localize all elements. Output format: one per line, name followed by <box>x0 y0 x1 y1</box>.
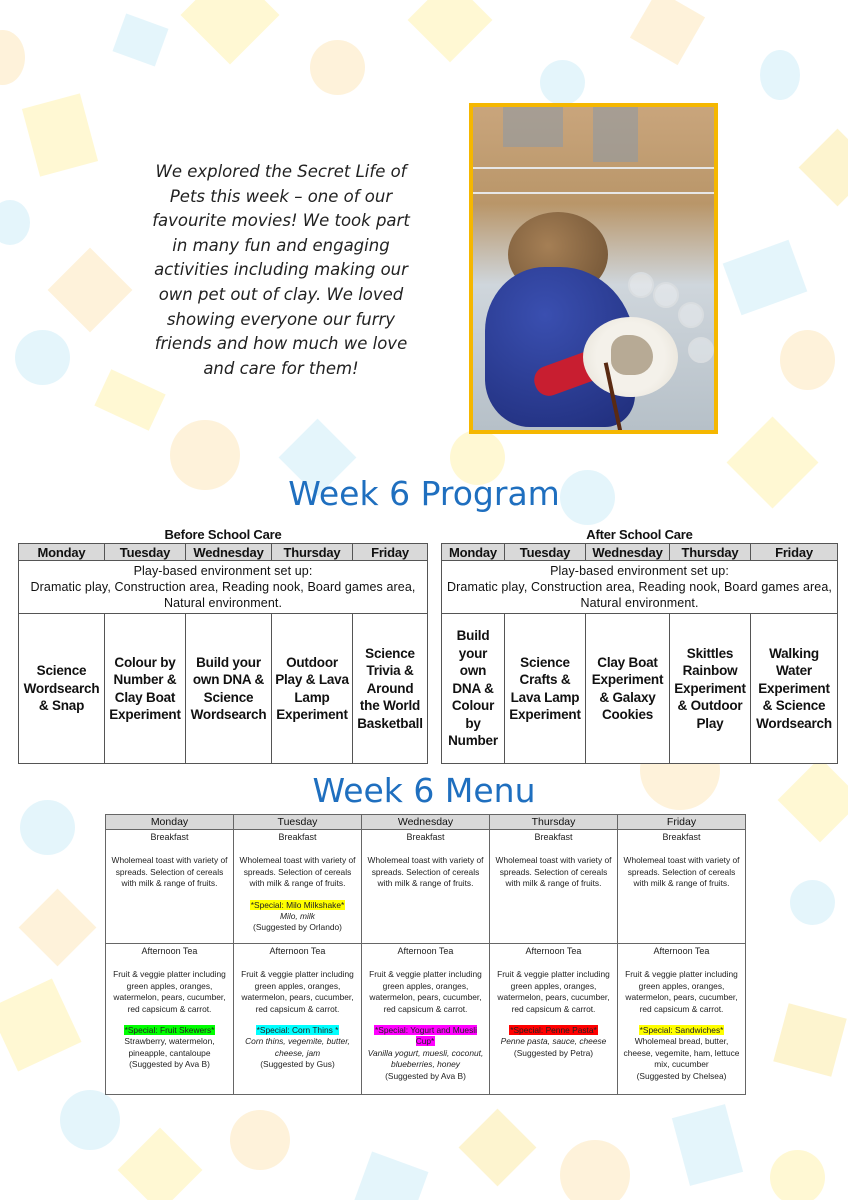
suggested-by: (Suggested by Ava B) <box>385 1070 466 1081</box>
day-header: Wednesday <box>586 544 670 561</box>
breakfast-cell <box>490 830 618 944</box>
meal-label: Breakfast <box>534 832 573 842</box>
meal-description: Wholemeal toast with variety of spreads. Selection of cereals with milk & range of fruits. <box>239 855 356 889</box>
activity-cell: Colour by Number & Clay Boat Experiment <box>105 614 186 764</box>
afternoon-tea-cell <box>234 944 362 1095</box>
afternoon-tea-cell <box>106 944 234 1095</box>
meal-label: Afternoon Tea <box>269 946 326 956</box>
special-highlight: *Special: Milo Milkshake* <box>250 899 345 910</box>
breakfast-cell <box>234 830 362 944</box>
special-highlight: *Special: Penne Pasta* <box>510 1025 597 1036</box>
intro-paragraph: We explored the Secret Life of Pets this week – one of our favourite movies! We took part in many fun and engaging activities including making our own pet out of clay. We loved showing everyone our furry friends and how much we love and care for them! <box>152 162 410 378</box>
menu-day-header: Thursday <box>490 815 618 830</box>
activity-cell: Skittles Rainbow Experiment & Outdoor Play <box>670 614 751 764</box>
after-school-care-table <box>441 527 838 764</box>
activity-photo <box>469 103 718 434</box>
meal-label: Afternoon Tea <box>525 946 582 956</box>
special-highlight: *Special: Corn Thins * <box>256 1025 339 1036</box>
meal-label: Afternoon Tea <box>397 946 454 956</box>
special-items: Milo, milk <box>280 911 315 922</box>
before-school-care-caption: Before School Care <box>164 527 282 542</box>
special-highlight: *Special: Sandwiches* <box>639 1025 724 1036</box>
meal-description: Wholemeal toast with variety of spreads. Selection of cereals with milk & range of fruits. <box>495 855 612 889</box>
suggested-by: (Suggested by Ava B) <box>129 1059 210 1070</box>
special-highlight: *Special: Fruit Skewers* <box>124 1025 215 1036</box>
day-header: Tuesday <box>105 544 186 561</box>
breakfast-cell <box>106 830 234 944</box>
special-items: Penne pasta, sauce, cheese <box>500 1036 607 1047</box>
activity-cell: Walking Water Experiment & Science Wordsearch <box>751 614 838 764</box>
suggested-by: (Suggested by Petra) <box>513 1047 594 1058</box>
menu-day-header: Tuesday <box>234 815 362 830</box>
activity-cell: Science Wordsearch & Snap <box>19 614 105 764</box>
meal-description: Fruit & veggie platter including green apples, oranges, watermelon, pears, cucumber, red capsicum & carrot. <box>241 969 354 1014</box>
special-items: Corn thins, vegemite, butter, cheese, jam <box>245 1036 350 1058</box>
meal-description: Fruit & veggie platter including green apples, oranges, watermelon, pears, cucumber, red capsicum & carrot. <box>369 969 482 1014</box>
program-title: Week 6 Program <box>288 474 560 513</box>
activity-cell: Build your own DNA & Science Wordsearch <box>186 614 272 764</box>
meal-description: Fruit & veggie platter including green apples, oranges, watermelon, pears, cucumber, red capsicum & carrot. <box>113 969 226 1014</box>
activity-cell: Science Crafts & Lava Lamp Experiment <box>505 614 586 764</box>
weekly-menu-table <box>105 814 746 1095</box>
day-header: Monday <box>19 544 105 561</box>
meal-description: Wholemeal toast with variety of spreads. Selection of cereals with milk & range of fruits. <box>623 855 740 889</box>
meal-label: Breakfast <box>662 832 701 842</box>
suggested-by: (Suggested by Orlando) <box>253 922 342 933</box>
meal-label: Breakfast <box>406 832 445 842</box>
afternoon-tea-cell <box>618 944 746 1095</box>
menu-day-header: Monday <box>106 815 234 830</box>
special-highlight: *Special: Yogurt and Muesli Cup* <box>375 1025 477 1047</box>
meal-label: Breakfast <box>150 832 189 842</box>
day-header: Friday <box>751 544 838 561</box>
breakfast-cell <box>362 830 490 944</box>
meal-label: Afternoon Tea <box>653 946 710 956</box>
environment-setup: Play-based environment set up: Dramatic play, Construction area, Reading nook, Board games area, Natural environment. <box>442 561 838 614</box>
afternoon-tea-cell <box>362 944 490 1095</box>
afternoon-tea-cell <box>490 944 618 1095</box>
menu-title: Week 6 Menu <box>312 771 536 810</box>
day-header: Monday <box>442 544 505 561</box>
day-header: Thursday <box>272 544 353 561</box>
meal-label: Breakfast <box>278 832 317 842</box>
meal-label: Afternoon Tea <box>141 946 198 956</box>
menu-day-header: Wednesday <box>362 815 490 830</box>
meal-description: Fruit & veggie platter including green apples, oranges, watermelon, pears, cucumber, red capsicum & carrot. <box>625 969 738 1014</box>
day-header: Thursday <box>670 544 751 561</box>
day-header: Friday <box>353 544 428 561</box>
suggested-by: (Suggested by Gus) <box>260 1059 335 1070</box>
environment-setup: Play-based environment set up: Dramatic play, Construction area, Reading nook, Board games area, Natural environment. <box>19 561 428 614</box>
activity-cell: Build your own DNA & Colour by Number <box>442 614 505 764</box>
activity-cell: Outdoor Play & Lava Lamp Experiment <box>272 614 353 764</box>
meal-description: Wholemeal toast with variety of spreads. Selection of cereals with milk & range of fruits. <box>111 855 228 889</box>
day-header: Wednesday <box>186 544 272 561</box>
special-items: Wholemeal bread, butter, cheese, vegemite, ham, lettuce mix, cucumber <box>623 1036 740 1070</box>
meal-description: Fruit & veggie platter including green apples, oranges, watermelon, pears, cucumber, red capsicum & carrot. <box>497 969 610 1014</box>
special-items: Vanilla yogurt, muesli, coconut, blueberries, honey <box>367 1047 484 1070</box>
after-school-care-caption: After School Care <box>586 527 693 542</box>
suggested-by: (Suggested by Chelsea) <box>636 1070 727 1081</box>
before-school-care-table <box>18 527 428 764</box>
special-items: Strawberry, watermelon, pineapple, cantaloupe <box>124 1036 215 1058</box>
menu-day-header: Friday <box>618 815 746 830</box>
breakfast-cell <box>618 830 746 944</box>
day-header: Tuesday <box>505 544 586 561</box>
activity-cell: Science Trivia & Around the World Basketball <box>353 614 428 764</box>
activity-cell: Clay Boat Experiment & Galaxy Cookies <box>586 614 670 764</box>
meal-description: Wholemeal toast with variety of spreads. Selection of cereals with milk & range of fruits. <box>367 855 484 889</box>
